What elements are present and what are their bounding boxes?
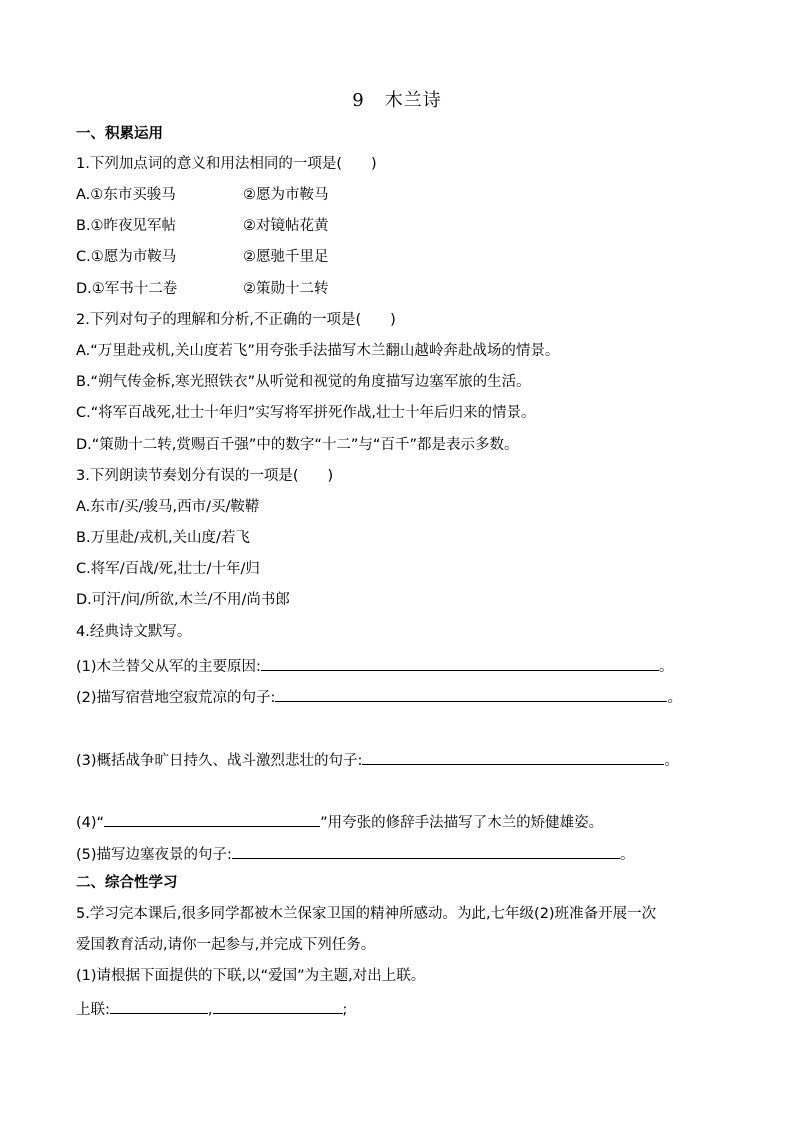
option-c-part-1: C.①愿为市鞍马 bbox=[76, 249, 177, 265]
option-b-part-2: ②对镜帖花黄 bbox=[243, 218, 329, 234]
item-2-label: (2)描写宿营地空寂荒凉的句子: bbox=[76, 690, 276, 706]
question-2-option-d: D.“策勋十二转,赏赐百千强”中的数字“十二”与“百千”都是表示多数。 bbox=[76, 437, 519, 453]
question-3-option-b: B.万里赴/戎机,关山度/若飞 bbox=[76, 530, 250, 546]
option-d-part-2: ②策勋十二转 bbox=[243, 281, 329, 297]
question-4-item-4 bbox=[76, 810, 603, 833]
question-5-stem-line-1: 5.学习完本课后,很多同学都被木兰保家卫国的精神所感动。为此,七年级(2)班准备开展一次 bbox=[76, 906, 657, 922]
item-3-end: 。 bbox=[664, 753, 679, 769]
option-d-part-1: D.①军书十二卷 bbox=[76, 281, 178, 297]
option-a-part-2: ②愿为市鞍马 bbox=[243, 187, 329, 203]
answer-blank-1[interactable] bbox=[261, 654, 659, 671]
answer-blank-5[interactable] bbox=[232, 842, 620, 859]
question-2-stem: 2.下列对句子的理解和分析,不正确的一项是( ) bbox=[76, 312, 396, 328]
item-3-label: (3)概括战争旷日持久、战斗激烈悲壮的句子: bbox=[76, 753, 363, 769]
option-c-part-2: ②愿驰千里足 bbox=[243, 249, 329, 265]
question-2-option-a: A.“万里赴戎机,关山度若飞”用夸张手法描写木兰翻山越岭奔赴战场的情景。 bbox=[76, 343, 560, 359]
couplet-blank-1[interactable] bbox=[110, 997, 208, 1014]
page-title bbox=[0, 86, 794, 112]
question-1-option-a bbox=[76, 185, 176, 205]
lesson-number: 9 bbox=[352, 90, 365, 111]
couplet-label: 上联: bbox=[76, 1002, 110, 1018]
question-4-stem: 4.经典诗文默写。 bbox=[76, 624, 192, 640]
item-4-label: (4)“ bbox=[76, 815, 105, 831]
question-5-stem-line-2: 爱国教育活动,请你一起参与,并完成下列任务。 bbox=[76, 937, 376, 953]
question-4-item-3 bbox=[76, 748, 679, 771]
item-1-end: 。 bbox=[658, 659, 674, 675]
option-b-part-1: B.①昨夜见军帖 bbox=[76, 218, 177, 234]
question-1-option-c bbox=[76, 247, 176, 267]
question-1-stem: 1.下列加点词的意义和用法相同的一项是( ) bbox=[76, 156, 377, 172]
question-3-option-c: C.将军/百战/死,壮士/十年/归 bbox=[76, 561, 260, 577]
answer-blank-2[interactable] bbox=[275, 685, 667, 702]
question-4-item-1 bbox=[76, 654, 673, 677]
couplet-end: ; bbox=[342, 1002, 348, 1018]
answer-blank-4[interactable] bbox=[104, 810, 320, 827]
question-1-option-d bbox=[76, 279, 177, 299]
question-5-subtask-1: (1)请根据下面提供的下联,以“爱国”为主题,对出上联。 bbox=[76, 968, 426, 984]
item-5-label: (5)描写边塞夜景的句子: bbox=[76, 847, 232, 863]
question-3-stem: 3.下列朗读节奏划分有误的一项是( ) bbox=[76, 468, 334, 484]
question-2-option-b: B.“朔气传金柝,寒光照铁衣”从听觉和视觉的角度描写边塞军旅的生活。 bbox=[76, 374, 531, 390]
question-3-option-a: A.东市/买/骏马,西市/买/鞍鞯 bbox=[76, 499, 260, 515]
couplet-separator: , bbox=[207, 1002, 213, 1018]
option-a-part-1: A.①东市买骏马 bbox=[76, 187, 176, 203]
question-2-option-c: C.“将军百战死,壮士十年归”实写将军拼死作战,壮士十年后归来的情景。 bbox=[76, 405, 536, 421]
lesson-title: 木兰诗 bbox=[384, 90, 442, 111]
item-4-end: ”用夸张的修辞手法描写了木兰的矫健雄姿。 bbox=[320, 815, 604, 831]
item-5-end: 。 bbox=[619, 847, 635, 863]
section-heading-2: 二、综合性学习 bbox=[76, 875, 178, 891]
question-1-option-b bbox=[76, 216, 176, 236]
section-heading-1: 一、积累运用 bbox=[76, 126, 163, 142]
item-1-label: (1)木兰替父从军的主要原因: bbox=[76, 659, 261, 675]
couplet-blank-2[interactable] bbox=[213, 997, 343, 1014]
question-3-option-d: D.可汗/问/所欲,木兰/不用/尚书郎 bbox=[76, 592, 290, 608]
answer-blank-3[interactable] bbox=[362, 748, 664, 765]
question-4-item-5 bbox=[76, 842, 634, 865]
item-2-end: 。 bbox=[667, 690, 682, 706]
couplet-answer-line bbox=[76, 997, 347, 1020]
question-4-item-2 bbox=[76, 685, 682, 708]
